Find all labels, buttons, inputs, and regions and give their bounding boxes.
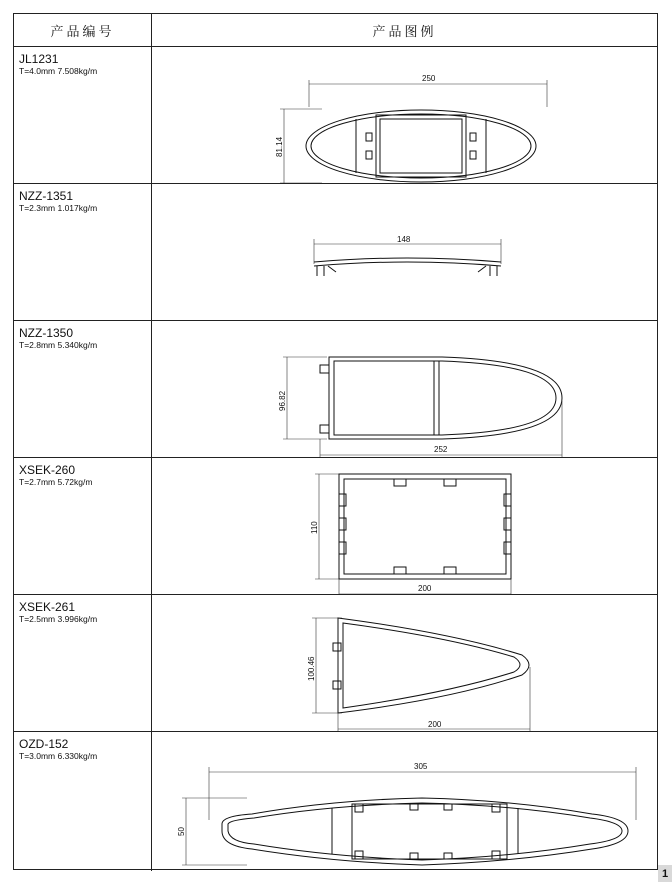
header-product-figure: 产品图例	[372, 23, 437, 39]
product-info	[14, 595, 152, 731]
dimension-label: 250	[422, 74, 436, 83]
dimension-label: 81.14	[275, 136, 284, 157]
dimension-label: 50	[177, 827, 186, 836]
profile-drawing-nzz-1351	[152, 184, 657, 320]
product-figure	[152, 321, 657, 457]
product-code: XSEK-260	[19, 463, 76, 477]
product-info	[14, 458, 152, 594]
dimension-label: 96.82	[278, 390, 287, 411]
product-figure	[152, 184, 657, 320]
product-code: JL1231	[19, 52, 59, 66]
product-row-xsek-260	[14, 458, 657, 595]
product-row-jl1231	[14, 47, 657, 184]
header-product-code: 产品编号	[14, 14, 152, 46]
product-spec: T=2.8mm 5.340kg/m	[19, 340, 98, 350]
profile-drawing-jl1231	[152, 47, 657, 183]
product-catalog-table	[13, 13, 658, 870]
dimension-label: 200	[428, 720, 442, 729]
product-row-nzz-1350	[14, 321, 657, 458]
product-spec: T=2.3mm 1.017kg/m	[19, 203, 98, 213]
dimension-label: 110	[310, 521, 319, 534]
dimension-label: 200	[418, 584, 432, 593]
dimension-label: 100.46	[307, 656, 316, 681]
product-spec: T=4.0mm 7.508kg/m	[19, 66, 98, 76]
product-figure	[152, 458, 657, 594]
product-code: OZD-152	[19, 737, 69, 751]
product-code: NZZ-1351	[19, 189, 74, 203]
profile-drawing-nzz-1350	[152, 321, 657, 457]
product-figure	[152, 47, 657, 183]
product-info	[14, 732, 152, 871]
product-info	[14, 321, 152, 457]
dimension-label: 305	[414, 762, 428, 771]
product-spec: T=3.0mm 6.330kg/m	[19, 751, 98, 761]
dimension-label: 148	[397, 235, 411, 244]
page-number: 1	[658, 865, 672, 882]
product-code: XSEK-261	[19, 600, 76, 614]
profile-drawing-xsek-261	[152, 595, 657, 731]
profile-drawing-xsek-260	[152, 458, 657, 594]
product-figure	[152, 732, 657, 871]
product-row-nzz-1351	[14, 184, 657, 321]
product-row-ozd-152	[14, 732, 657, 871]
product-spec: T=2.5mm 3.996kg/m	[19, 614, 98, 624]
dimension-label: 252	[434, 445, 448, 454]
profile-drawing-ozd-152	[152, 732, 657, 871]
product-figure	[152, 595, 657, 731]
product-code: NZZ-1350	[19, 326, 74, 340]
product-spec: T=2.7mm 5.72kg/m	[19, 477, 93, 487]
product-info	[14, 184, 152, 320]
product-row-xsek-261	[14, 595, 657, 732]
product-info	[14, 47, 152, 183]
table-header	[14, 14, 657, 47]
